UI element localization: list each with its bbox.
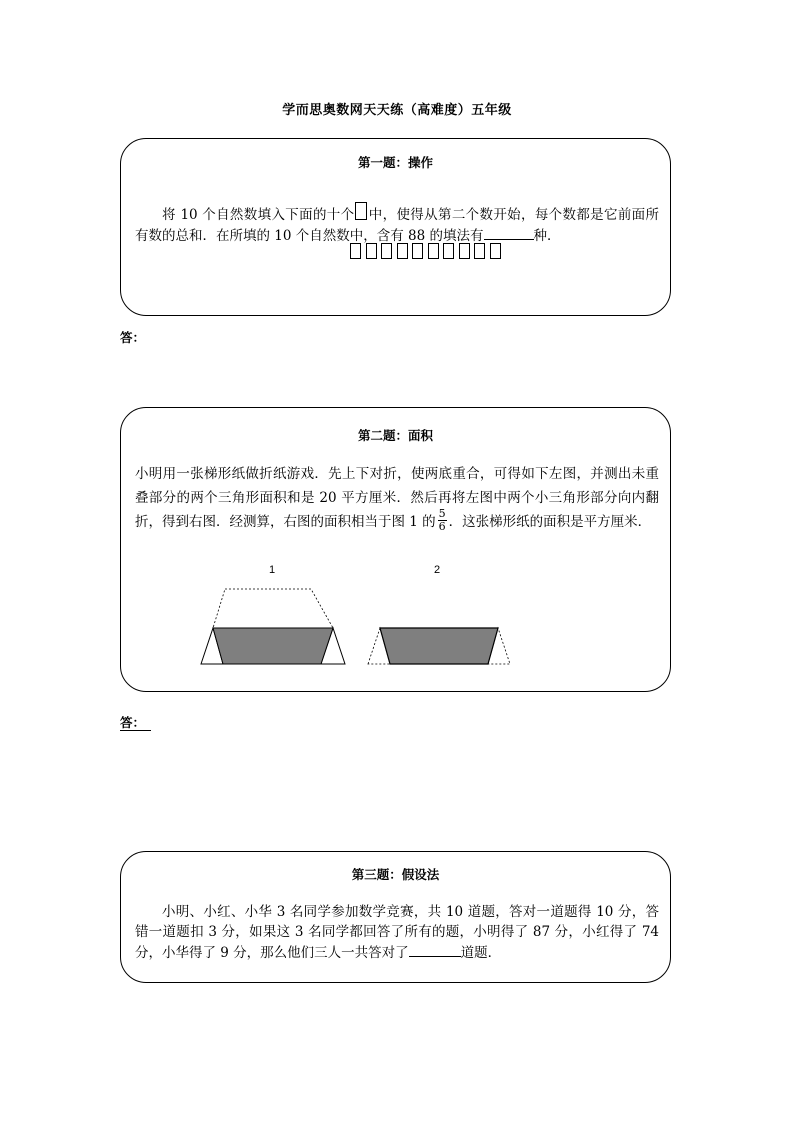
number-square xyxy=(490,243,501,259)
fraction xyxy=(438,508,447,533)
figure-2-shaded-shape xyxy=(380,628,498,664)
problem-2-text xyxy=(135,462,659,535)
problem-1-heading: 第一题：操作 xyxy=(357,155,433,170)
problem-3-text xyxy=(135,902,659,963)
number-square xyxy=(397,243,408,259)
problem-3-heading: 第三题：假设法 xyxy=(351,867,440,882)
answer-2-text: 答： xyxy=(120,715,151,731)
problem-2-box xyxy=(120,407,671,692)
figure-2-label: 2 xyxy=(434,564,441,576)
page-title: 学而思奥数网天天练（高难度）五年级 xyxy=(282,103,512,118)
problem-3-text-part-b: 道题． xyxy=(460,945,502,961)
figure-1-shaded-trapezoid xyxy=(213,628,333,664)
problem-2-heading: 第二题：面积 xyxy=(357,428,433,443)
number-square xyxy=(366,243,377,259)
number-square xyxy=(412,243,423,259)
figure-2 xyxy=(365,616,515,668)
problem-3-box xyxy=(120,851,671,983)
number-square xyxy=(459,243,470,259)
problem-1-box xyxy=(120,138,671,316)
fraction-denominator: 6 xyxy=(438,520,446,533)
figure-1 xyxy=(199,586,349,668)
problem-1-text-part-c: 种． xyxy=(533,228,561,244)
fraction-numerator: 5 xyxy=(438,507,446,520)
inline-square xyxy=(355,202,367,220)
answer-1-label: 答： xyxy=(120,330,146,345)
figure-1-folded-top-outline xyxy=(213,589,333,628)
problem-1-text-part-a: 将 10 个自然数填入下面的十个 xyxy=(162,207,355,223)
number-square xyxy=(350,243,361,259)
problem-3-text-part-a: 小明、小红、小华 3 名同学参加数学竞赛，共 10 道题，答对一道题得 10 分，答错一道题扣 3 分，如果这 3 名同学都回答了所有的题，小明得了 87 分，小红得了 74 分，小华得了 9 分，那么他们三人一共答对了 xyxy=(135,904,659,961)
figure-1-label: 1 xyxy=(269,564,276,576)
problem-1-text-part-b: 中，使得从第二个数开始，每个数都是它前面所有数的总和．在所填的 10 个自然数中，含有 88 的填法有 xyxy=(135,207,660,244)
number-square xyxy=(428,243,439,259)
number-square xyxy=(381,243,392,259)
problem-2-text-part-a: 小明用一张梯形纸做折纸游戏．先上下对折，使两底重合，可得如下左图，并测出未重叠部分的两个三角形面积和是 20 平方厘米．然后再将左图中两个小三角形部分向内翻折，得到右图．经测算，右图的面积相当于图 1 的 xyxy=(135,466,659,530)
number-squares-row xyxy=(350,243,501,259)
answer-2-label xyxy=(120,713,151,731)
answer-blank xyxy=(409,942,461,957)
answer-blank xyxy=(484,225,534,240)
number-square xyxy=(443,243,454,259)
problem-2-text-part-b: ．这张梯形纸的面积是平方厘米． xyxy=(448,514,652,530)
number-square xyxy=(474,243,485,259)
problem-1-text xyxy=(135,202,659,246)
